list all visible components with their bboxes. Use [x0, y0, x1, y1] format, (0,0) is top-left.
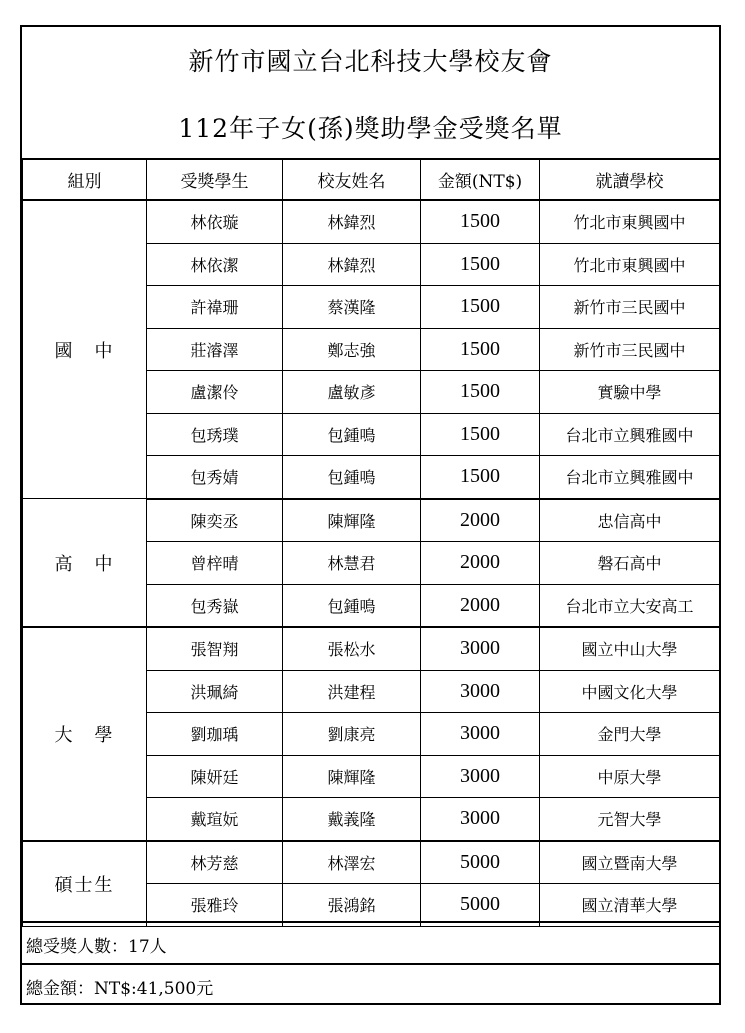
award-amount: 2000 — [421, 542, 540, 585]
school-name: 竹北市東興國中 — [540, 200, 720, 243]
column-header-student: 受獎學生 — [147, 159, 283, 201]
school-name: 中原大學 — [540, 755, 720, 798]
alumnus-name: 陳輝隆 — [283, 755, 421, 798]
student-name: 包秀嶽 — [147, 584, 283, 627]
school-name: 新竹市三民國中 — [540, 286, 720, 329]
school-name: 台北市立興雅國中 — [540, 413, 720, 456]
school-name: 國立清華大學 — [540, 884, 720, 927]
school-name: 台北市立興雅國中 — [540, 456, 720, 499]
alumnus-name: 盧敏彥 — [283, 371, 421, 414]
award-amount: 1500 — [421, 371, 540, 414]
award-list-sheet — [20, 25, 721, 1005]
alumnus-name: 戴義隆 — [283, 798, 421, 841]
total-recipients-row — [22, 921, 719, 963]
award-amount: 1500 — [421, 328, 540, 371]
award-amount: 1500 — [421, 413, 540, 456]
school-name: 元智大學 — [540, 798, 720, 841]
header — [22, 27, 719, 160]
table-row — [23, 499, 720, 542]
award-amount: 3000 — [421, 713, 540, 756]
student-name: 張雅玲 — [147, 884, 283, 927]
group-label-senior-high: 高 中 — [23, 499, 147, 628]
total-amount-row — [22, 963, 719, 1003]
student-name: 劉珈瑀 — [147, 713, 283, 756]
school-name: 實驗中學 — [540, 371, 720, 414]
page-subtitle: 112年子女(孫)獎助學金受獎名單 — [178, 114, 563, 143]
alumnus-name: 蔡漢隆 — [283, 286, 421, 329]
school-name: 忠信高中 — [540, 499, 720, 542]
award-amount: 3000 — [421, 798, 540, 841]
award-amount: 2000 — [421, 499, 540, 542]
student-name: 包秀婧 — [147, 456, 283, 499]
award-amount: 5000 — [421, 884, 540, 927]
student-name: 陳妍廷 — [147, 755, 283, 798]
student-name: 戴瑄妧 — [147, 798, 283, 841]
school-name: 國立中山大學 — [540, 627, 720, 670]
student-name: 許禕珊 — [147, 286, 283, 329]
table-row — [23, 841, 720, 884]
award-amount: 1500 — [421, 243, 540, 286]
student-name: 洪珮綺 — [147, 670, 283, 713]
student-name: 盧潔伶 — [147, 371, 283, 414]
alumnus-name: 洪建程 — [283, 670, 421, 713]
column-header-alumnus: 校友姓名 — [283, 159, 421, 201]
group-label-university: 大 學 — [23, 627, 147, 841]
alumnus-name: 張鴻銘 — [283, 884, 421, 927]
school-name: 台北市立大安高工 — [540, 584, 720, 627]
alumnus-name: 劉康亮 — [283, 713, 421, 756]
alumnus-name: 包鍾鳴 — [283, 413, 421, 456]
award-amount: 3000 — [421, 670, 540, 713]
table-row — [23, 627, 720, 670]
award-amount: 2000 — [421, 584, 540, 627]
student-name: 曾梓晴 — [147, 542, 283, 585]
student-name: 林芳慈 — [147, 841, 283, 884]
alumnus-name: 林慧君 — [283, 542, 421, 585]
alumnus-name: 張松水 — [283, 627, 421, 670]
alumnus-name: 包鍾鳴 — [283, 584, 421, 627]
award-amount: 1500 — [421, 200, 540, 243]
page-title: 新竹市國立台北科技大學校友會 — [188, 47, 553, 76]
school-name: 中國文化大學 — [540, 670, 720, 713]
column-header-group: 組別 — [23, 159, 147, 201]
student-name: 莊濬澤 — [147, 328, 283, 371]
award-table — [22, 158, 720, 927]
award-amount: 5000 — [421, 841, 540, 884]
alumnus-name: 鄭志強 — [283, 328, 421, 371]
column-header-school: 就讀學校 — [540, 159, 720, 201]
alumnus-name: 陳輝隆 — [283, 499, 421, 542]
student-name: 包琇璞 — [147, 413, 283, 456]
school-name: 磐石高中 — [540, 542, 720, 585]
award-amount: 1500 — [421, 456, 540, 499]
alumnus-name: 林澤宏 — [283, 841, 421, 884]
student-name: 張智翔 — [147, 627, 283, 670]
table-row — [23, 200, 720, 243]
award-amount: 3000 — [421, 627, 540, 670]
award-amount: 3000 — [421, 755, 540, 798]
column-header-amount: 金額(NT$) — [421, 159, 540, 201]
group-label-junior-high: 國 中 — [23, 200, 147, 499]
school-name: 竹北市東興國中 — [540, 243, 720, 286]
student-name: 林依潔 — [147, 243, 283, 286]
school-name: 新竹市三民國中 — [540, 328, 720, 371]
total-recipients: 總受獎人數：17人 — [26, 937, 167, 957]
group-label-masters: 碩士生 — [23, 841, 147, 927]
alumnus-name: 林鍏烈 — [283, 243, 421, 286]
table-header-row — [23, 159, 720, 201]
award-amount: 1500 — [421, 286, 540, 329]
student-name: 陳奕丞 — [147, 499, 283, 542]
alumnus-name: 包鍾鳴 — [283, 456, 421, 499]
school-name: 國立暨南大學 — [540, 841, 720, 884]
school-name: 金門大學 — [540, 713, 720, 756]
alumnus-name: 林鍏烈 — [283, 200, 421, 243]
student-name: 林依璇 — [147, 200, 283, 243]
total-amount: 總金額：NT$:41,500元 — [26, 979, 214, 999]
